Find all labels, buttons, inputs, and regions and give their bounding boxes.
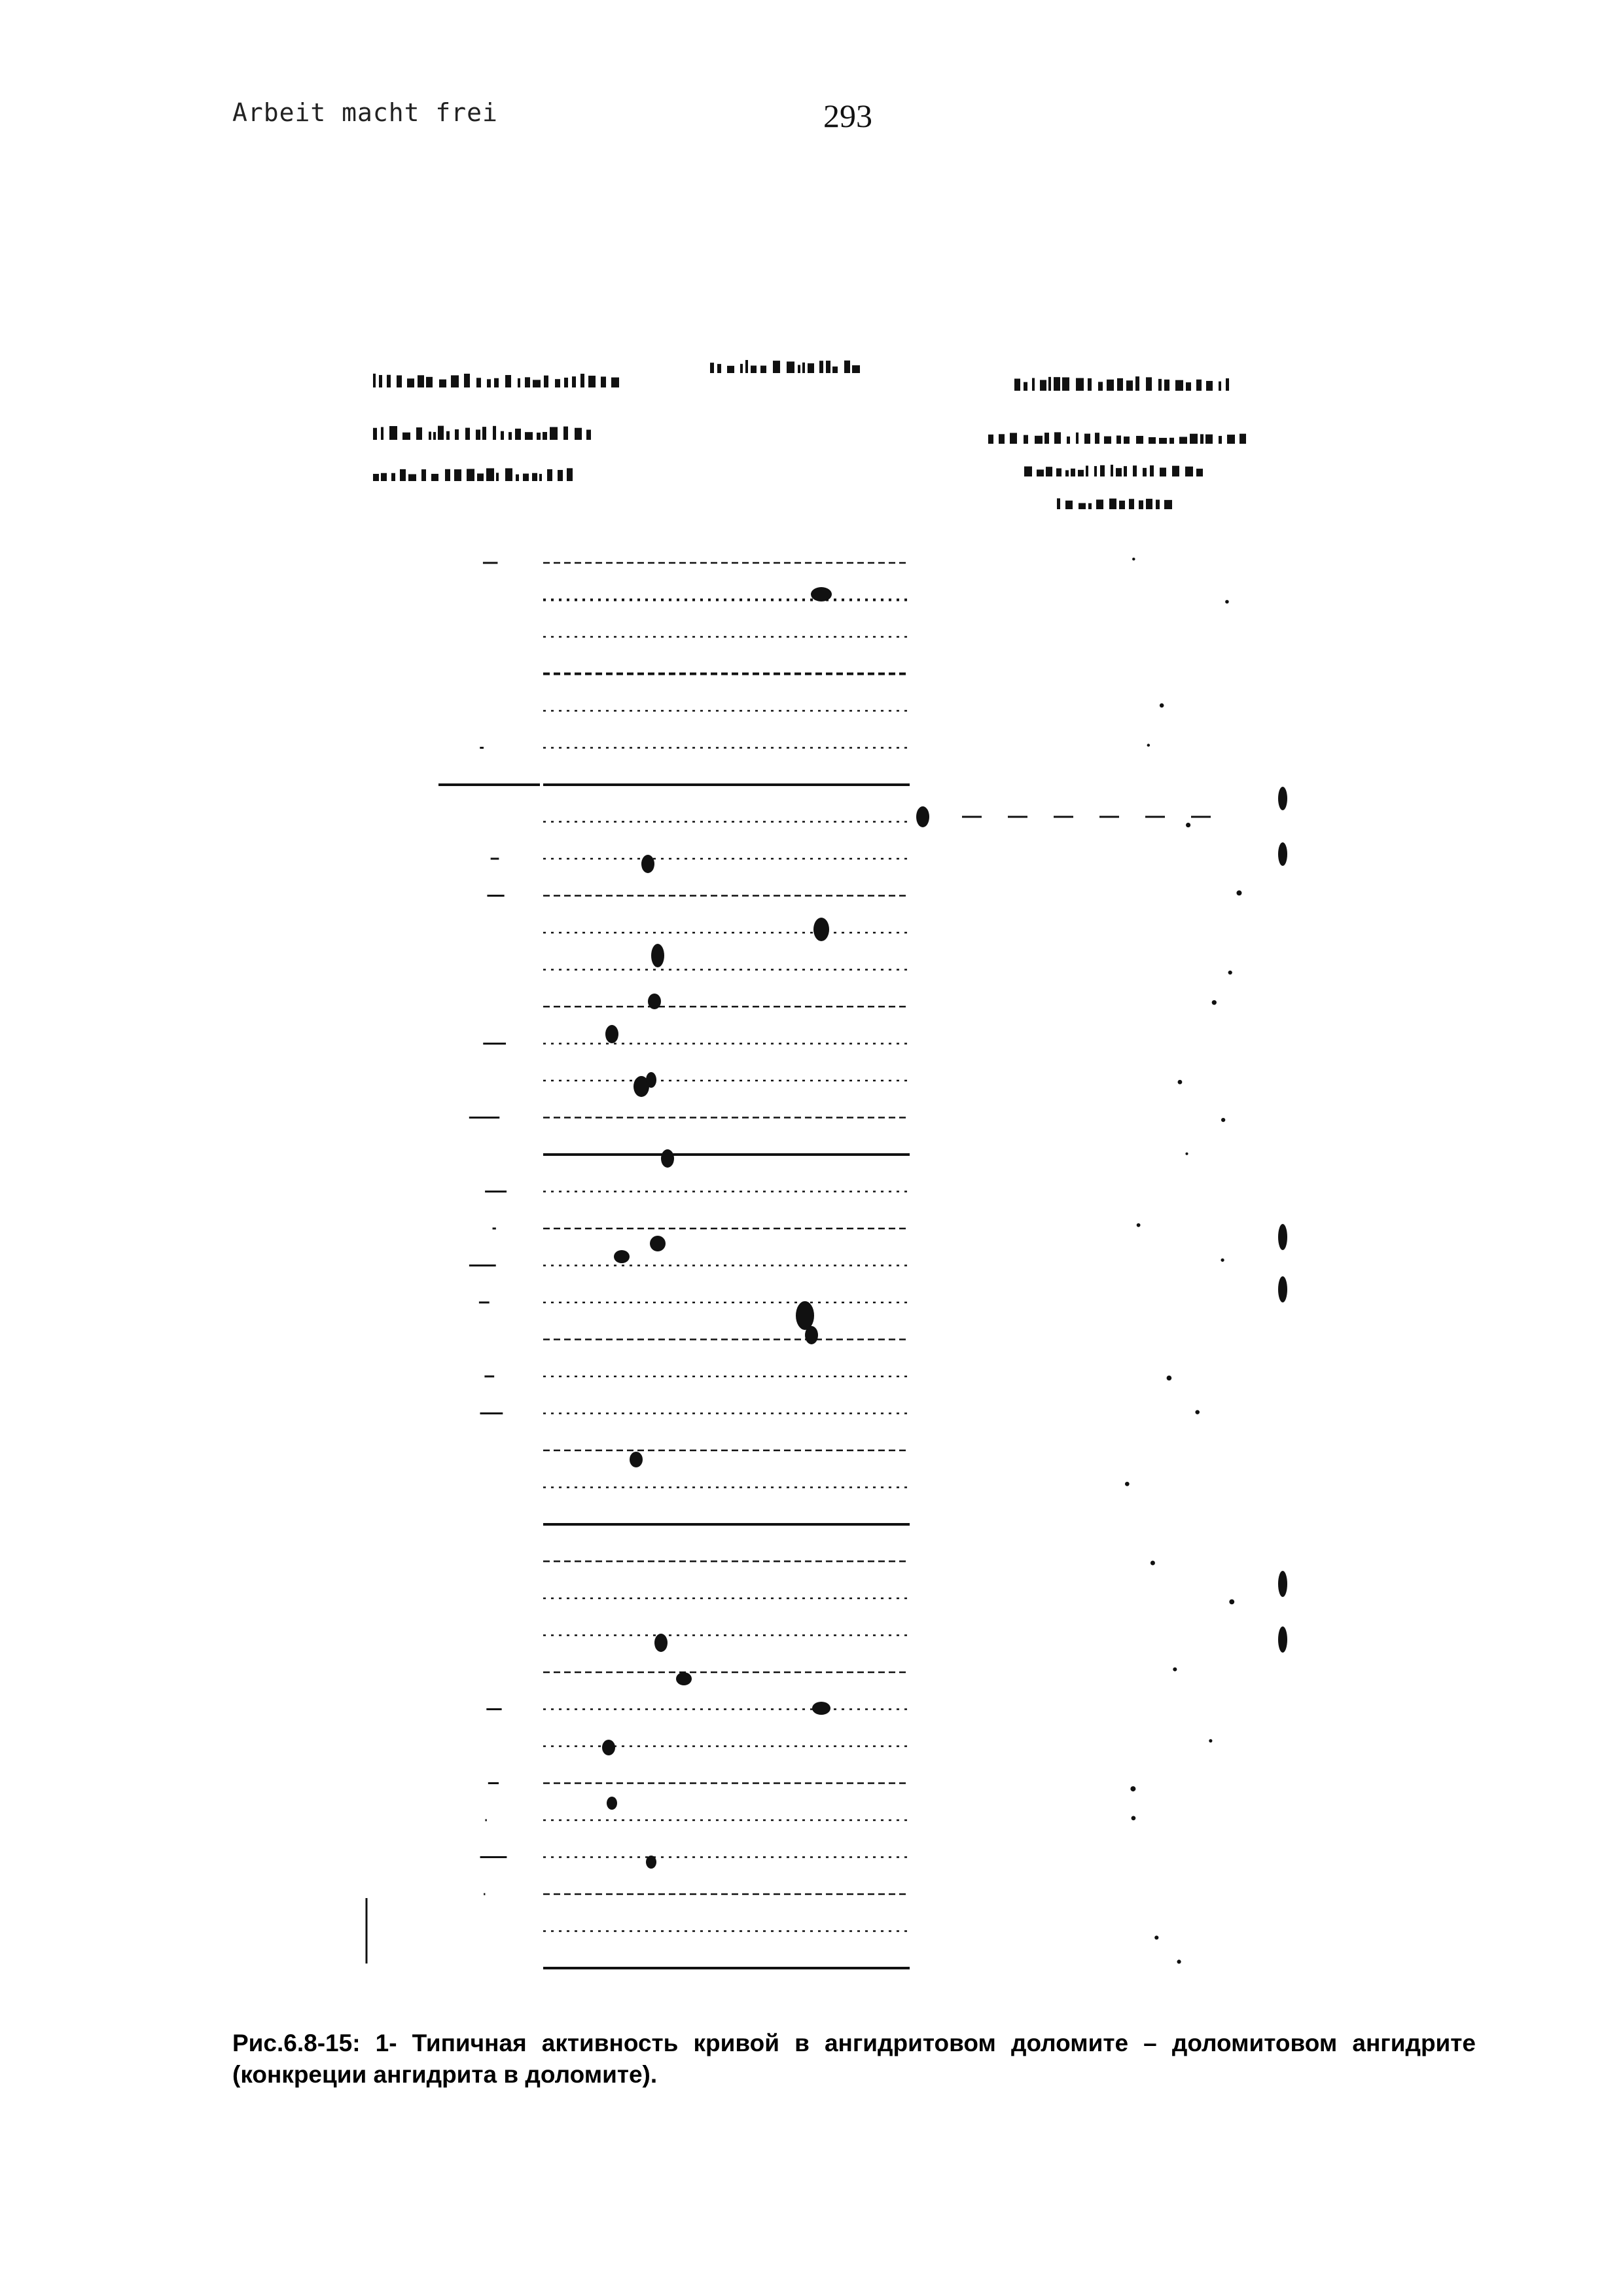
ink-blot xyxy=(614,1250,630,1263)
ink-blot xyxy=(602,1740,615,1755)
log-figure-svg xyxy=(353,347,1335,1996)
right-speck xyxy=(1195,1410,1200,1414)
ink-blot xyxy=(650,1236,666,1251)
right-speck xyxy=(1186,823,1190,827)
ink-blot xyxy=(1278,1224,1287,1250)
right-speck xyxy=(1225,600,1229,604)
right-speck xyxy=(1173,1667,1177,1671)
ink-blot xyxy=(651,944,664,967)
running-title: Arbeit macht frei xyxy=(232,98,498,127)
ink-blot xyxy=(605,1025,618,1043)
ink-blot xyxy=(813,918,829,941)
right-speck xyxy=(1221,1259,1224,1262)
ink-blot xyxy=(630,1452,643,1467)
illegible-label-block xyxy=(373,468,573,481)
ink-blot xyxy=(646,1856,656,1869)
ink-blot xyxy=(1278,1276,1287,1302)
ink-blot xyxy=(648,994,661,1009)
right-speck xyxy=(1177,1960,1181,1964)
ink-blot xyxy=(641,855,654,873)
right-speck xyxy=(1229,1599,1234,1604)
right-speck xyxy=(1132,1816,1136,1820)
log-figure xyxy=(353,347,1335,1996)
ink-blot xyxy=(646,1072,656,1088)
right-speck xyxy=(1236,890,1241,895)
ink-blot xyxy=(661,1149,674,1168)
ink-blot xyxy=(654,1634,668,1652)
illegible-label-block xyxy=(1014,376,1229,391)
figure-caption: Рис.6.8-15: 1- Типичная активность кривой в ангидритовом доломите – доломитовом ангидрите (конкреции ангидрита в доломите). xyxy=(232,2030,1476,2088)
right-speck xyxy=(1125,1482,1130,1486)
right-speck xyxy=(1212,1000,1217,1005)
illegible-label-block xyxy=(1057,498,1172,509)
right-speck xyxy=(1209,1739,1212,1742)
right-speck xyxy=(1147,744,1150,746)
right-speck xyxy=(1178,1080,1183,1085)
ink-blot xyxy=(805,1326,818,1344)
right-speck xyxy=(1221,1118,1225,1122)
right-speck xyxy=(1132,558,1135,560)
right-speck xyxy=(1154,1935,1158,1939)
illegible-label-block xyxy=(373,426,591,440)
ink-blot xyxy=(1278,1571,1287,1597)
ink-blot xyxy=(1278,842,1287,866)
ink-blot xyxy=(916,806,929,827)
ink-blot xyxy=(812,1702,830,1715)
right-speck xyxy=(1130,1786,1135,1791)
ink-blot xyxy=(676,1672,692,1685)
illegible-label-block xyxy=(988,432,1246,444)
illegible-label-block xyxy=(710,360,860,373)
ink-blot xyxy=(796,1301,814,1330)
right-speck xyxy=(1228,971,1232,975)
page-number: 293 xyxy=(823,98,872,134)
ink-blot xyxy=(1278,1626,1287,1653)
ink-blot xyxy=(607,1797,617,1810)
ink-blot xyxy=(1278,787,1287,810)
right-speck xyxy=(1137,1223,1141,1227)
illegible-label-block xyxy=(1024,465,1203,476)
right-speck xyxy=(1185,1153,1188,1155)
right-speck xyxy=(1160,704,1164,708)
illegible-label-block xyxy=(373,374,619,387)
right-speck xyxy=(1167,1376,1172,1381)
ink-blot xyxy=(811,587,832,601)
right-speck xyxy=(1150,1560,1155,1565)
